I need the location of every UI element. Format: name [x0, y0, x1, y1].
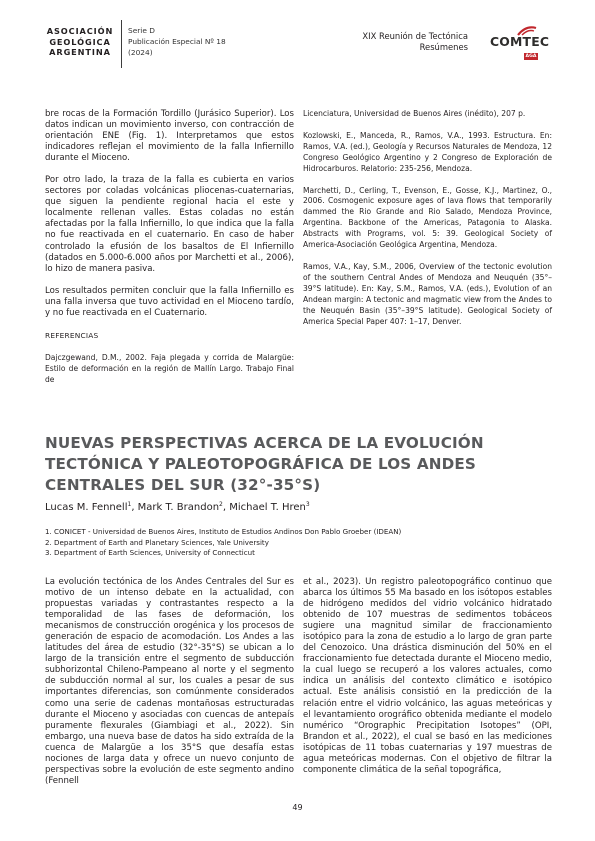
- logo-wordmark: COMTEC: [490, 34, 550, 49]
- author-affiliation-mark: 1: [127, 501, 132, 508]
- references-heading: REFERENCIAS: [45, 330, 99, 340]
- reference-entry: Marchetti, D., Cerling, T., Evenson, E., Gosse, K.J., Martinez, O., 2006. Cosmogenic exposure ages of lava flows that temporarily dammed the Rio Grande and Rio Salado, Mendoza Province, Argentina. Backbone of the Americas, Patagonia to Alaska. Abstracts with Programs, vol. 5: 39. Geological Society of America-Asociación Geológica Argentina, Mendoza.: [303, 185, 552, 250]
- association-line: ASOCIACIÓN: [46, 26, 114, 36]
- header-divider: [121, 20, 122, 68]
- association-line: GEOLÓGICA: [49, 36, 111, 47]
- article-body-left-column: [45, 577, 294, 798]
- paragraph: bre rocas de la Formación Tordillo (Jurásico Superior). Los datos indican un movimiento inverso, con contracción de orientación ENE (Fig. 1). Interpretamos que estos indicadores reflejan el movimiento de la falla Infiernillo durante el Mioceno.: [45, 109, 294, 164]
- affiliation: 3. Department of Earth Sciences, University of Connecticut: [45, 548, 255, 557]
- author-name: Mark T. Brandon: [137, 502, 220, 513]
- series-line: Publicación Especial Nº 18: [128, 36, 226, 46]
- association-name: [44, 26, 116, 58]
- series-line: (2024): [128, 47, 153, 57]
- paragraph: La evolución tectónica de los Andes Centrales del Sur es motivo de un intenso debate en la actualidad, con propuestas variadas y contrastantes respecto a la temporalidad de las fases de deformación, los mecanismos de construcción orogénica y los procesos de generación de espacio de acomodación. Los Andes a las latitudes del área de estudio (32°-35°S) se ubican a lo largo de la transición entre el segmento de subducción subhorizontal Chileno-Pampeano al norte y el segmento de subducción normal al sur, los cuales a pesar de sus importantes diferencias, son comúnmente considerados como una serie de cadenas montañosas estructuradas durante el Mioceno y asociadas con cuencas de antepaís puramente flexurales (Giambiagi et al., 2022). Sin embargo, una nueva base de datos ha sido extraída de la cuenca de Malargüe a los 35°S que desafía estas nociones de larga data y ofrece un nuevo conjunto de perspectivas sobre la evolución de este segmento andino (Fennell: [45, 577, 294, 786]
- meeting-line: XIX Reunión de Tectónica: [362, 31, 468, 41]
- previous-article-references: [303, 109, 552, 338]
- author-affiliation-mark: 3: [305, 501, 310, 508]
- reference-entry: Kozlowski, E., Manceda, R., Ramos, V.A., 1993. Estructura. En: Ramos, V.A. (ed.), Geología y Recursos Naturales de Mendoza, 12 Congreso Geológico Argentino y 2 Congreso de Exploración de Hidrocarburos. Relatorio: 235-256, Mendoza.: [303, 130, 552, 173]
- reference-entry: Dajczgewand, D.M., 2002. Faja plegada y corrida de Malargüe: Estilo de deformación en la región de Mallín Largo. Trabajo Final de: [45, 352, 294, 384]
- previous-article-left-column: [45, 109, 294, 386]
- reference-entry: Ramos, V.A., Kay, S.M., 2006, Overview of the tectonic evolution of the southern Central Andes of Mendoza and Neuquén (35°–39°S latitude). En: Kay, S.M., Ramos, V.A. (eds.), Evolution of an Andean margin: A tectonic and magmatic view from the Andes to the Neuquén Basin (35°–39°S latitude). Geological Society of America Special Paper 407: 1–17, Denver.: [303, 261, 552, 326]
- meeting-title: [362, 31, 468, 52]
- author-name: Lucas M. Fennell: [45, 502, 128, 513]
- association-line: ARGENTINA: [49, 47, 111, 57]
- article-body-right-column: [303, 577, 552, 787]
- paragraph: Por otro lado, la traza de la falla es cubierta en varios sectores por coladas volcánicas pliocenas-cuaternarias, que siguen la pendiente regional hacia el este y localmente rellenan valles. Estas coladas no están afectadas por la falla Infiernillo, lo que indica que la falla no fue reactivada en el cuaternario. En caso de haber controlado la efusión de los basaltos de El Infiernillo (datados en 5.000-6.000 años por Marchetti et al., 2006), lo hizo de manera pasiva.: [45, 175, 294, 274]
- author-list: Lucas M. Fennell$^1$, Mark T. Brandon$^2$, Michael T. Hren$^3$: [45, 501, 310, 513]
- page-number: 49: [292, 803, 303, 812]
- article-title: NUEVAS PERSPECTIVAS ACERCA DE LA EVOLUCIÓN TECTÓNICA Y PALEOTOPOGRÁFICA DE LOS ANDES CENTRALES DEL SUR (32°-35°S): [45, 434, 484, 494]
- author-name: Michael T. Hren: [229, 502, 306, 513]
- affiliation: 2. Department of Earth and Planetary Sciences, Yale University: [45, 537, 269, 547]
- meeting-line: Resúmenes: [419, 41, 468, 52]
- affiliation: 1. CONICET - Universidad de Buenos Aires, Instituto de Estudios Andinos Don Pablo Groeber (IDEAN): [45, 527, 402, 536]
- series-line: Serie D: [128, 26, 155, 35]
- comtec-logo: [490, 24, 552, 64]
- author-affiliation-mark: 2: [219, 501, 223, 508]
- paragraph: Los resultados permiten concluir que la falla Infiernillo es una falla inversa que tuvo actividad en el Mioceno tardío, y no fue reactivada en el Cuaternario.: [45, 285, 294, 318]
- logo-subtitle: AGA: [525, 54, 537, 59]
- series-info: [128, 26, 226, 58]
- reference-entry: Licenciatura, Universidad de Buenos Aires (inédito), 207 p.: [303, 109, 526, 118]
- affiliations: [45, 527, 401, 559]
- paragraph: et al., 2023). Un registro paleotopográfico continuo que abarca los últimos 55 Ma basado en los isótopos estables de hidrógeno medidos del vidrio volcánico hidratado obtenido de 107 muestras de sedimentos tobáceos sugiere una magnitud similar de fraccionamiento isotópico para la zona de estudio a lo largo de gran parte del Cenozoico. Una drástica disminución del 50% en el fraccionamiento fue detectada durante el Mioceno medio, la cual luego se recuperó a los valores actuales, como indica un análisis del contexto climático e isotópico actual. Este análisis consistió en la predicción de la relación entre el vidrio volcánico, las aguas meteóricas y el levantamiento orográfico obtenida mediante el modelo numérico “Orographic Precipitation Isotopes” (OPI, Brandon et al., 2022), el cual se basó en las mediciones isotópicas de 11 tobas cuaternarias y 197 muestras de agua meteóricas modernas. Con el objetivo de filtrar la componente climática de la señal topográfica,: [303, 577, 552, 775]
